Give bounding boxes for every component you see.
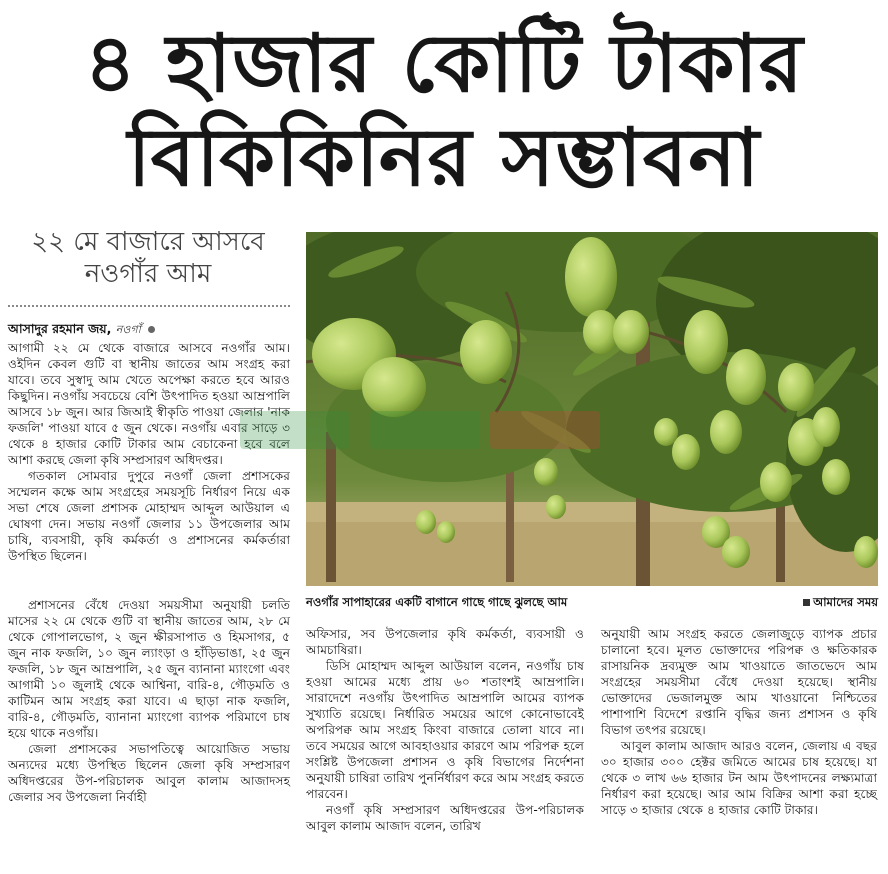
article-paragraph: জেলা প্রশাসকের সভাপতিত্বে আয়োজিত সভায় অন্যদের মধ্যে উপস্থিত ছিলেন জেলা কৃষি সম্প্রসারণ অধিদপ্তরের উপ-পরিচালক আবুল কালাম আজাদসহ জেলার সব উপজেলা নির্বাহী [8,742,290,804]
photo-caption-bar [306,594,878,613]
article-column-2 [306,626,584,834]
article-paragraph: প্রশাসনের বেঁধে দেওয়া সময়সীমা অনুযায়ী চলতি মাসের ২২ মে থেকে গুটি বা স্থানীয় জাতের আম, ২৮ মে থেকে গোপালভোগ, ২ জুন ক্ষীরসাপাত ও হিমসাগর, ৫ জুন নাক ফজলি, ১০ জুন ল্যাংড়া ও হাঁড়িভাঙা, ২৫ জুন ফজলি, ১৮ জুন আম্রপালি, ২৫ জুন ব্যানানা ম্যাংগো এবং আগামী ১০ জুলাই থেকে আশ্বিনা, বারি-৪, গৌড়মতি ও কাটিমন আম সংগ্রহ করা যাবে। এ ছাড়া নাক ফজলি, বারি-৪, গৌড়মতি, ব্যানানা ম্যাংগো ব্যাপক পরিমাণে চাষ হয়ে থাকে নওগাঁয়। [8,598,290,740]
article-paragraph: অফিসার, সব উপজেলার কৃষি কর্মকর্তা, ব্যবসায়ী ও আমচাষিরা। [306,627,584,657]
mango-orchard-photo [306,232,878,586]
article-paragraph: ডিসি মোহাম্মদ আব্দুল আউয়াল বলেন, নওগাঁয় চাষ হওয়া আমের মধ্যে প্রায় ৬০ শতাংশই আম্রপালি। সারাদেশে নওগাঁয় উৎপাদিত আম্রপালি আমের ব্যাপক সুখ্যাতি রয়েছে। নির্ধারিত সময়ের আগে কোনোভাবেই অপরিপক্ব আম সংগ্রহ কিংবা বাজারে তোলা যাবে না। তবে সময়ের আগে আবহাওয়ার কারণে আম পরিপক্ব হলে সংশ্লিষ্ট উপজেলা প্রশাসন ও কৃষি বিভাগের নির্দেশনা অনুযায়ী চাষিরা তারিখ পুনর্নির্ধারণ করে আম সংগ্রহ করতে পারবেন। [306,659,584,801]
byline-author: আসাদুর রহমান জয়, [8,321,112,336]
mango-orchard-illustration [306,232,878,586]
subheadline-line-1: ২২ মে বাজারে আসবে [31,227,265,257]
article-paragraph: নওগাঁ কৃষি সম্প্রসারণ অধিদপ্তরের উপ-পরিচালক আবুল কালাম আজাদ বলেন, তারিখ [306,803,584,833]
headline-line-1: ৪ হাজার কোটি টাকার [84,17,804,110]
headline [0,18,888,206]
subheadline [8,226,288,290]
article-column-3 [601,626,877,818]
article-paragraph: অনুযায়ী আম সংগ্রহ করতে জেলাজুড়ে ব্যাপক প্রচার চালানো হবে। মূলত ভোক্তাদের পরিপক্ব ও ক্ষতিকারক রাসায়নিক দ্রব্যমুক্ত আম খাওয়াতে জাতভেদে আম সংগ্রহের সময়সীমা বেঁধে দেওয়া হয়েছে। স্থানীয় ভোক্তাদের ভেজালমুক্ত আম খাওয়ানো নিশ্চিতের পাশাপাশি বিদেশে রপ্তানি বৃদ্ধির জন্য প্রশাসন ও কৃষি বিভাগ তৎপর রয়েছে। [601,627,877,737]
article-paragraph: আবুল কালাম আজাদ আরও বলেন, জেলায় এ বছর ৩০ হাজার ৩০০ হেক্টর জমিতে আমের চাষ হয়েছে। যা থেকে ৩ লাখ ৬৬ হাজার টন আম উৎপাদনের লক্ষ্যমাত্রা নির্ধারণ করা হয়েছে। আর আম বিক্রির আশা করা হচ্ছে সাড়ে ৩ হাজার থেকে ৪ হাজার কোটি টাকার। [601,739,877,817]
photo-caption: নওগাঁর সাপাহারের একটি বাগানে গাছে গাছে ঝুলছে আম [306,595,568,609]
headline-line-2: বিকিকিনির সম্ভাবনা [127,111,761,204]
dotted-divider [8,305,290,307]
article-paragraph: আগামী ২২ মে থেকে বাজারে আসবে নওগাঁর আম। ওইদিন কেবল গুটি বা স্থানীয় জাতের আম সংগ্রহ করা যাবে। তবে সুস্বাদু আম খেতে অপেক্ষা করতে হবে আরও কিছুদিন। নওগাঁয় সবচেয়ে বেশি উৎপাদিত হওয়া আম্রপালি আসবে ১৮ জুন। আর জিআই স্বীকৃতি পাওয়া জেলার 'নাক ফজলি' পাওয়া যাবে ৫ জুন থেকে। নওগাঁয় এবার সাড়ে ৩ থেকে ৪ হাজার কোটি টাকার আম বেচাকেনা হবে বলে আশা করছে জেলা কৃষি সম্প্রসারণ অধিদপ্তর। [8,341,290,467]
credit-square-icon [803,599,810,606]
article-column-1-bottom [8,597,290,805]
byline [8,321,155,341]
article-paragraph: গতকাল সোমবার দুপুরে নওগাঁ জেলা প্রশাসকের সম্মেলন কক্ষে আম সংগ্রহের সময়সূচি নির্ধারণ নিয়ে এক সভা শেষে জেলা প্রশাসক মোহাম্মদ আব্দুল আউয়াল এ ঘোষণা দেন। সভায় নওগাঁ জেলার ১১ উপজেলার আম চাষি, ব্যবসায়ী, কৃষি কর্মকর্তা ও প্রশাসনের কর্মকর্তারা উপস্থিত ছিলেন। [8,469,290,563]
photo-credit-text: আমাদের সময় [813,595,878,609]
article-column-1-top [8,340,290,564]
subheadline-line-2: নওগাঁর আম [84,259,212,289]
byline-location: নওগাঁ [115,323,141,336]
byline-bullet-icon [148,326,155,333]
photo-credit [803,594,878,613]
